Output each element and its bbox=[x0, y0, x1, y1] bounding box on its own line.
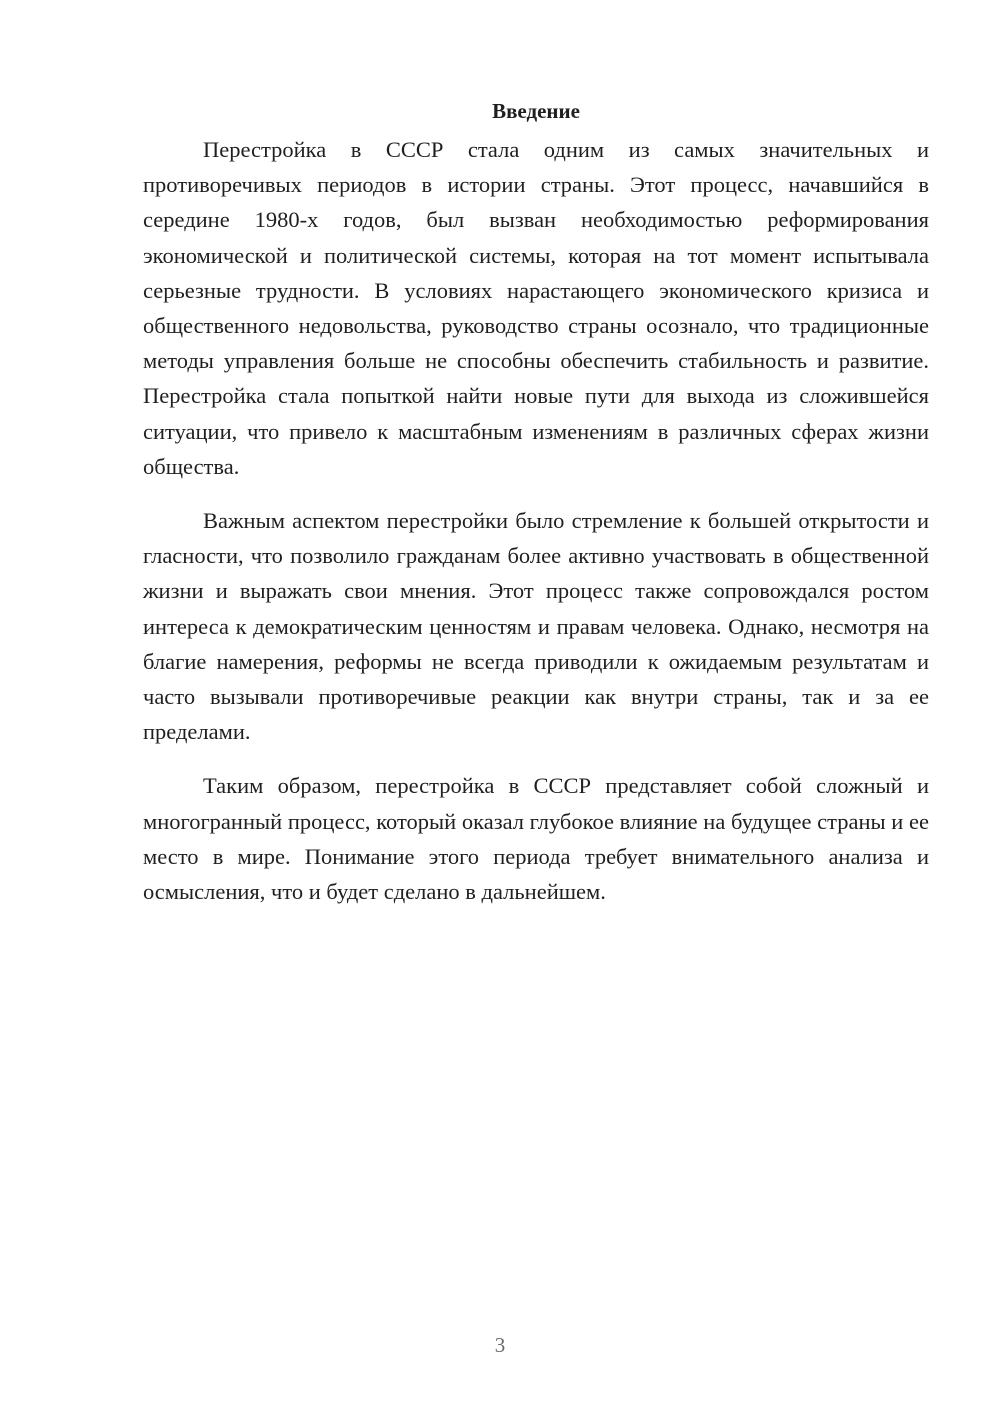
section-title: Введение bbox=[492, 99, 580, 123]
page-number: 3 bbox=[494, 1333, 506, 1357]
page-content bbox=[143, 96, 929, 928]
paragraph-1: Перестройка в СССР стала одним из самых значительных и противоречивых периодов в истории страны. Этот процесс, начавшийся в середине 1980-х годов, был вызван необходимостью реформирования экономической и политической системы, которая на тот момент испытывала серьезные трудности. В условиях нарастающего экономического кризиса и общественного недовольства, руководство страны осознало, что традиционные методы управления больше не способны обеспечить стабильность и развитие. Перестройка стала попыткой найти новые пути для выхода из сложившейся ситуации, что привело к масштабным изменениям в различных сферах жизни общества. bbox=[143, 137, 929, 479]
paragraph-2: Важным аспектом перестройки было стремление к большей открытости и гласности, что позволило гражданам более активно участвовать в общественной жизни и выражать свои мнения. Этот процесс также сопровождался ростом интереса к демократическим ценностям и правам человека. Однако, несмотря на благие намерения, реформы не всегда приводили к ожидаемым результатам и часто вызывали противоречивые реакции как внутри страны, так и за ее пределами. bbox=[143, 508, 929, 745]
paragraph-3: Таким образом, перестройка в СССР представляет собой сложный и многогранный процесс, который оказал глубокое влияние на будущее страны и ее место в мире. Понимание этого периода требует внимательного анализа и осмысления, что и будет сделано в дальнейшем. bbox=[143, 773, 929, 905]
